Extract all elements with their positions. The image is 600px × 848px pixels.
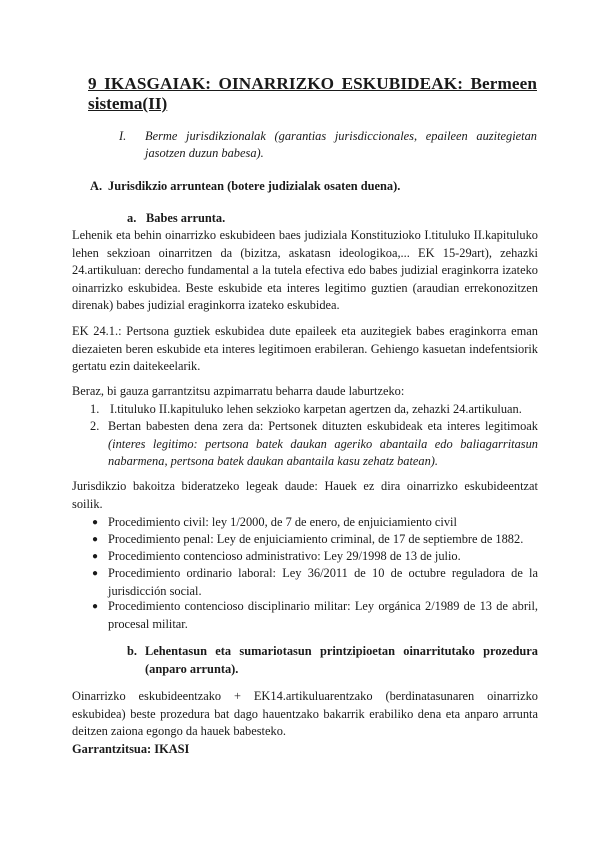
numbered-item-marker: 2. [90, 419, 100, 433]
section-a-heading: Babes arrunta. [146, 211, 226, 225]
law-item-line: Procedimiento contencioso disciplinario militar: Ley orgánica 2/1989 de 13 de abril, [108, 599, 538, 613]
law-item [108, 598, 538, 633]
paragraph-1 [72, 227, 538, 315]
paragraph-1-line: Lehenik eta behin oinarrizko eskubideen baes judiziala Konstituzioko I.tituluko II.kapituluko [72, 228, 538, 242]
section-I-line2: jasotzen duzun babesa). [145, 146, 264, 160]
numbered-item-2 [108, 418, 538, 471]
bullet-icon: ● [92, 601, 99, 612]
numbered-item-text: I.tituluko II.kapituluko lehen sekzioko karpetan agertzen da, zehazki 24.artikuluan. [110, 402, 522, 416]
section-A-marker: A. [90, 179, 103, 193]
bullet-icon: ● [92, 568, 99, 579]
law-item: Procedimiento penal: Ley de enjuiciamiento criminal, de 17 de septiembre de 1882. [108, 532, 524, 546]
paragraph-1-line: direnak) babes judizial eraginkorra izateko eskubidea. [72, 298, 340, 312]
important-note: Garrantzitsua: IKASI [72, 741, 190, 756]
section-b-heading-line: (anparo arrunta). [145, 661, 239, 676]
bullet-icon: ● [92, 551, 99, 562]
paragraph-4-line: Jurisdikzio bakoitza bideratzeko legeak daude: Hauek ez dira oinarrizko eskubideentzat [72, 479, 538, 493]
section-I-marker: I. [119, 129, 127, 143]
law-item-line: Procedimiento ordinario laboral: Ley 36/2011 de 10 de octubre reguladora de la [108, 566, 538, 580]
paragraph-5 [72, 688, 538, 758]
bullet-icon: ● [92, 534, 99, 545]
numbered-item-marker: 1. [90, 402, 100, 416]
paragraph-1-line: 24.artikuluan: derecho fundamental a la tutela efectiva edo babes judizial eraginkorra izateko [72, 263, 538, 277]
paragraph-4 [72, 478, 538, 513]
numbered-item-text: (interes legitimo: pertsona batek daukan ageriko abantaila edo baliagarritasun [108, 436, 538, 451]
paragraph-5-line: eskubidea) beste prozedura bat dago hauentzako bakarrik erabiliko dena eta anparo arrunta [72, 706, 538, 721]
law-item-line: procesal militar. [108, 616, 188, 631]
law-item-line: jurisdicción social. [108, 583, 202, 598]
law-item: Procedimiento civil: ley 1/2000, de 7 de enero, de enjuiciamiento civil [108, 515, 457, 529]
page-title-line2: sistema(II) [88, 94, 168, 113]
section-b-heading-line: Lehentasun eta sumariotasun printzipioetan oinarritutako prozedura [145, 644, 538, 658]
section-a-marker: a. [127, 211, 137, 225]
paragraph-2-line: EK 24.1.: Pertsona guztiek eskubidea dute epaileek eta auzitegiek babes eraginkorra eman [72, 324, 538, 338]
paragraph-5-line: Oinarrizko eskubideentzako + EK14.artikuluarentzako (berdinatasunaren oinarrizko [72, 689, 538, 703]
numbered-item-text: nabarmena, pertsona batek daukan abantaila kasu zehatz batean). [108, 454, 439, 468]
section-A-heading: Jurisdikzio arruntean (botere judizialak osaten duena). [108, 179, 401, 193]
section-I-line1: Berme jurisdikzionalak (garantias jurisdiccionales, epaileen auzitegietan [145, 129, 537, 143]
paragraph-5-line: deitzen zaiona egongo da hauek babesteko. [72, 724, 286, 738]
page-title-line1: 9 IKASGAIAK: OINARRIZKO ESKUBIDEAK: Bermeen [88, 74, 537, 93]
law-item [108, 565, 538, 600]
paragraph-2-line: gertatu ezin daitekeelarik. [72, 359, 201, 373]
paragraph-4-line: soilik. [72, 496, 103, 511]
paragraph-3-intro: Beraz, bi gauza garrantzitsu azpimarratu beharra daude laburtzeko: [72, 384, 405, 398]
paragraph-1-line: oinarrizko eskubidea. Beste eskubide eta interes legitimo guztien (araudian errekonozitzen [72, 280, 538, 295]
paragraph-1-line: lehen sekzioan oinarritzen da (bizitza, askatasn ideologikoa,... EK 15-29art), zehazki [72, 245, 538, 260]
bullet-icon: ● [92, 517, 99, 528]
law-item: Procedimiento contencioso administrativo: Ley 29/1998 de 13 de julio. [108, 549, 461, 563]
paragraph-2 [72, 323, 538, 376]
paragraph-2-line: diezaieten beren eskubide eta interes legitimoen erabileran. Gehiengo kasuetan indefentsiorik [72, 341, 538, 356]
numbered-item-text: Bertan babesten dena zera da: Pertsonek dituzten eskubideak eta interes legitimoak [108, 419, 538, 433]
section-b-marker: b. [127, 644, 137, 658]
section-b-heading [145, 643, 538, 678]
